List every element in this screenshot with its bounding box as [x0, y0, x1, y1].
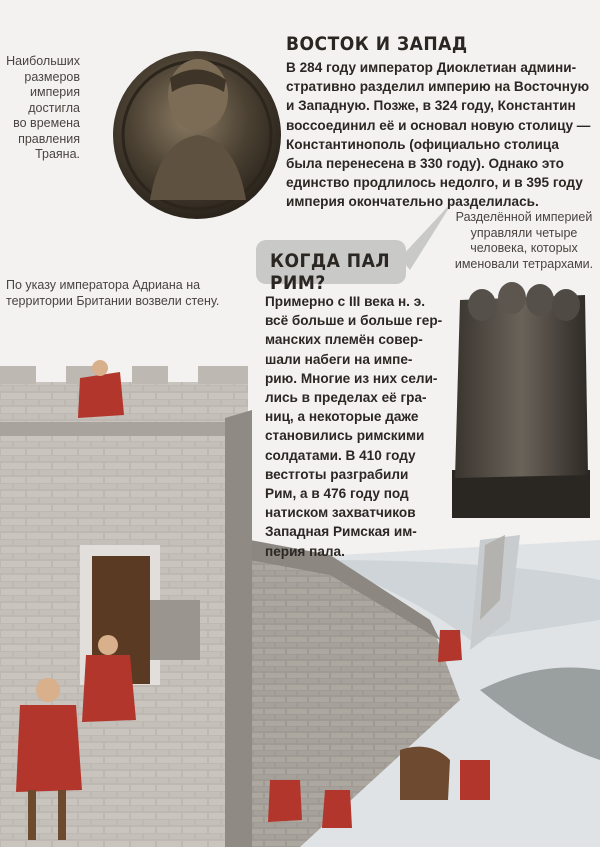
body-line: Рим, а в 476 году под [265, 486, 409, 502]
body-line: империя окончательно разделилась. [286, 194, 539, 210]
caption-line: территории Британии возвели стену. [6, 293, 220, 308]
caption-line: размеров [24, 69, 80, 84]
body-line: шали набеги на импе- [265, 351, 413, 367]
hadrian-caption [6, 278, 246, 309]
trajan-medallion [113, 51, 281, 219]
tetrarchs-statue [452, 282, 590, 518]
body-line: становились римскими [265, 428, 425, 444]
body-line: Примерно с III века н. э. [265, 294, 426, 309]
body-line: Константинополь (официально столица [286, 136, 559, 152]
rome-fall-body [265, 292, 465, 561]
east-west-title: ВОСТОК И ЗАПАД [286, 33, 468, 55]
body-line: рию. Многие из них сели- [265, 370, 438, 386]
caption-line: именовали тетрархами. [454, 256, 594, 271]
caption-line: во времена [13, 116, 80, 130]
body-line: Западная Римская им- [265, 524, 417, 540]
caption-line: правления Траяна. [18, 131, 80, 161]
body-line: воссоединил её и основал новую столицу — [286, 117, 591, 133]
body-line: В 284 году император Диоклетиан админи- [286, 60, 577, 75]
body-line: единство продлилось недолго, и в 395 году [286, 175, 583, 191]
body-line: и Западную. Позже, в 324 году, Константин [286, 98, 576, 114]
body-line: всё больше и больше гер- [265, 313, 443, 329]
empire-size-caption [0, 54, 80, 163]
caption-line: Разделённой империей [455, 210, 593, 224]
body-line: вестготы разграбили [265, 466, 409, 482]
body-line: перия пала. [265, 543, 345, 559]
caption-line: управляли четыре [470, 225, 578, 240]
caption-line: человека, которых [470, 241, 578, 255]
body-line: стративно разделил империю на Восточную [286, 79, 590, 95]
body-line: манских племён совер- [265, 332, 423, 348]
east-west-body [286, 58, 596, 212]
caption-line: империя достигла [28, 85, 80, 115]
caption-line: Наибольших [6, 54, 80, 68]
body-line: ниц, а некоторые даже [265, 409, 419, 425]
body-line: солдатами. В 410 году [265, 447, 416, 463]
rome-fall-heading-bubble [256, 240, 406, 294]
tetrarch-caption [448, 210, 600, 272]
caption-line: По указу императора Адриана на [6, 278, 201, 292]
body-line: лись в пределах её гра- [265, 390, 427, 406]
body-line: была перенесена в 330 году). Однако это [286, 156, 564, 172]
rome-fall-title: КОГДА ПАЛ РИМ? [270, 250, 391, 294]
body-line: натиском захватчиков [265, 505, 416, 521]
